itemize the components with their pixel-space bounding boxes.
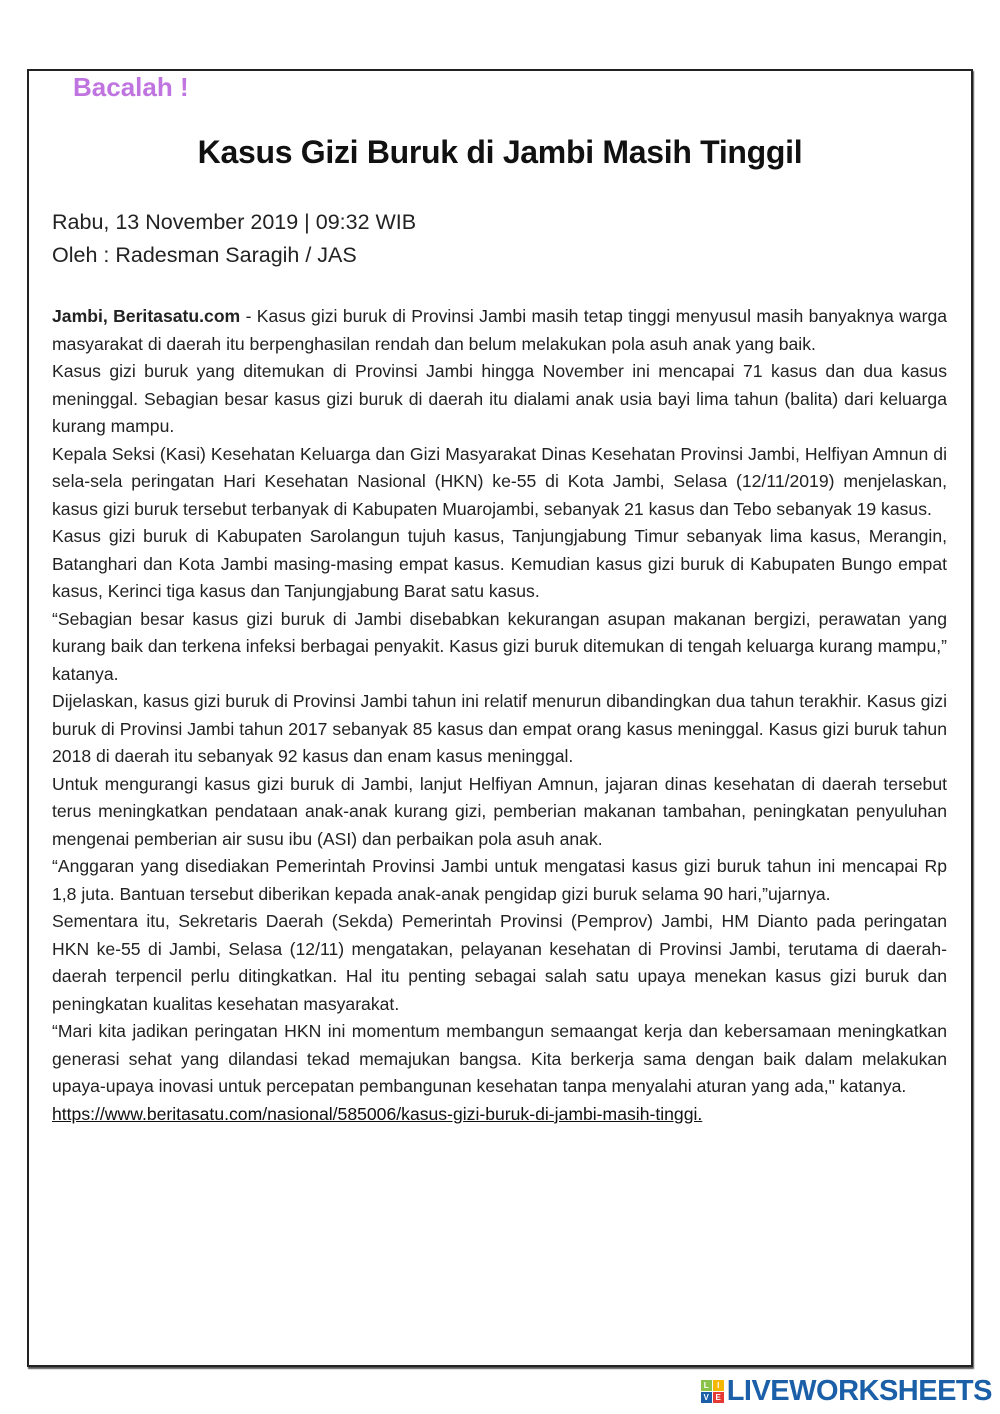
lead-paragraph (52, 303, 947, 358)
paragraph: Dijelaskan, kasus gizi buruk di Provinsi Jambi tahun ini relatif menurun dibandingkan dua tahun terakhir. Kasus gizi buruk di Provinsi Jambi tahun 2017 sebanyak 85 kasus dan empat orang kasus meninggal. Kasus gizi buruk tahun 2018 di daerah itu sebanyak 92 kasus dan enam kasus meninggal. (52, 691, 947, 766)
liveworksheets-logo (701, 1375, 992, 1408)
source-link[interactable]: https://www.beritasatu.com/nasional/585006/kasus-gizi-buruk-di-jambi-masih-tinggi. (52, 1103, 703, 1124)
logo-squares-icon (701, 1380, 724, 1403)
logo-letter: L (701, 1380, 712, 1391)
paragraph: “Anggaran yang disediakan Pemerintah Provinsi Jambi untuk mengatasi kasus gizi buruk tahun ini mencapai Rp 1,8 juta. Bantuan tersebut diberikan kepada anak-anak pengidap gizi buruk selama 90 hari,”ujarnya. (52, 856, 947, 904)
paragraph: Sementara itu, Sekretaris Daerah (Sekda) Pemerintah Provinsi (Pemprov) Jambi, HM Dianto pada peringatan HKN ke-55 di Jambi, Selasa (12/11) mengatakan, pelayanan kesehatan di Provinsi Jambi, terutama di daerah-daerah terpencil perlu ditingkatkan. Hal itu penting sebagai salah satu upaya menekan kasus gizi buruk dan peningkatan kualitas kesehatan masyarakat. (52, 911, 947, 1014)
paragraph: “Mari kita jadikan peringatan HKN ini momentum membangun semaangat kerja dan kebersamaan meningkatkan generasi sehat yang dilandasi tekad memajukan bangsa. Kita berkerja sama dengan baik dalam melakukan upaya-upaya inovasi untuk percepatan pembangunan kesehatan tanpa menyalahi aturan yang ada," katanya. (52, 1021, 947, 1096)
instruction-label: Bacalah ! (73, 72, 189, 102)
article-body (52, 303, 947, 1128)
article-title: Kasus Gizi Buruk di Jambi Masih Tinggil (197, 134, 803, 170)
logo-letter: I (713, 1380, 724, 1391)
article-author: Oleh : Radesman Saragih / JAS (52, 243, 357, 267)
article-date: Rabu, 13 November 2019 | 09:32 WIB (52, 210, 417, 234)
lead-source: Jambi, Beritasatu.com (52, 306, 241, 326)
paragraph: “Sebagian besar kasus gizi buruk di Jambi disebabkan kekurangan asupan makanan bergizi, perawatan yang kurang baik dan terkena infeksi berbagai penyakit. Kasus gizi buruk ditemukan di tengah keluarga kurang mampu,” katanya. (52, 608, 947, 684)
logo-text: LIVEWORKSHEETS (726, 1375, 992, 1407)
logo-letter: V (701, 1392, 712, 1403)
article-meta (52, 206, 416, 272)
paragraph: Kepala Seksi (Kasi) Kesehatan Keluarga dan Gizi Masyarakat Dinas Kesehatan Provinsi Jambi, Helfiyan Amnun di sela-sela peringatan Hari Kesehatan Nasional (HKN) ke-55 di Kota Jambi, Selasa (12/11/2019) menjelaskan, kasus gizi buruk tersebut terbanyak di Kabupaten Muarojambi, sebanyak 21 kasus dan Tebo sebanyak 19 kasus. (52, 443, 947, 519)
paragraph: Untuk mengurangi kasus gizi buruk di Jambi, lanjut Helfiyan Amnun, jajaran dinas kesehatan di daerah tersebut terus meningkatkan pendataan anak-anak kurang gizi, pemberian makanan tambahan, peningkatan penyuluhan mengenai pemberian air susu ibu (ASI) dan perbaikan pola asuh anak. (52, 773, 947, 849)
lead-text: - Kasus gizi buruk di Provinsi Jambi masih tetap tinggi menyusul masih banyaknya warga masyarakat di daerah itu berpenghasilan rendah dan belum melakukan pola asuh anak yang baik. (52, 306, 948, 354)
paragraph: Kasus gizi buruk yang ditemukan di Provinsi Jambi hingga November ini mencapai 71 kasus dan dua kasus meninggal. Sebagian besar kasus gizi buruk di daerah itu dialami anak usia bayi lima tahun (balita) dari keluarga kurang mampu. (52, 361, 947, 436)
paragraph: Kasus gizi buruk di Kabupaten Sarolangun tujuh kasus, Tanjungjabung Timur sebanyak lima kasus, Merangin, Batanghari dan Kota Jambi masing-masing empat kasus. Kemudian kasus gizi buruk di Kabupaten Bungo empat kasus, Kerinci tiga kasus dan Tanjungjabung Barat satu kasus. (52, 526, 947, 601)
logo-letter: E (713, 1392, 724, 1403)
